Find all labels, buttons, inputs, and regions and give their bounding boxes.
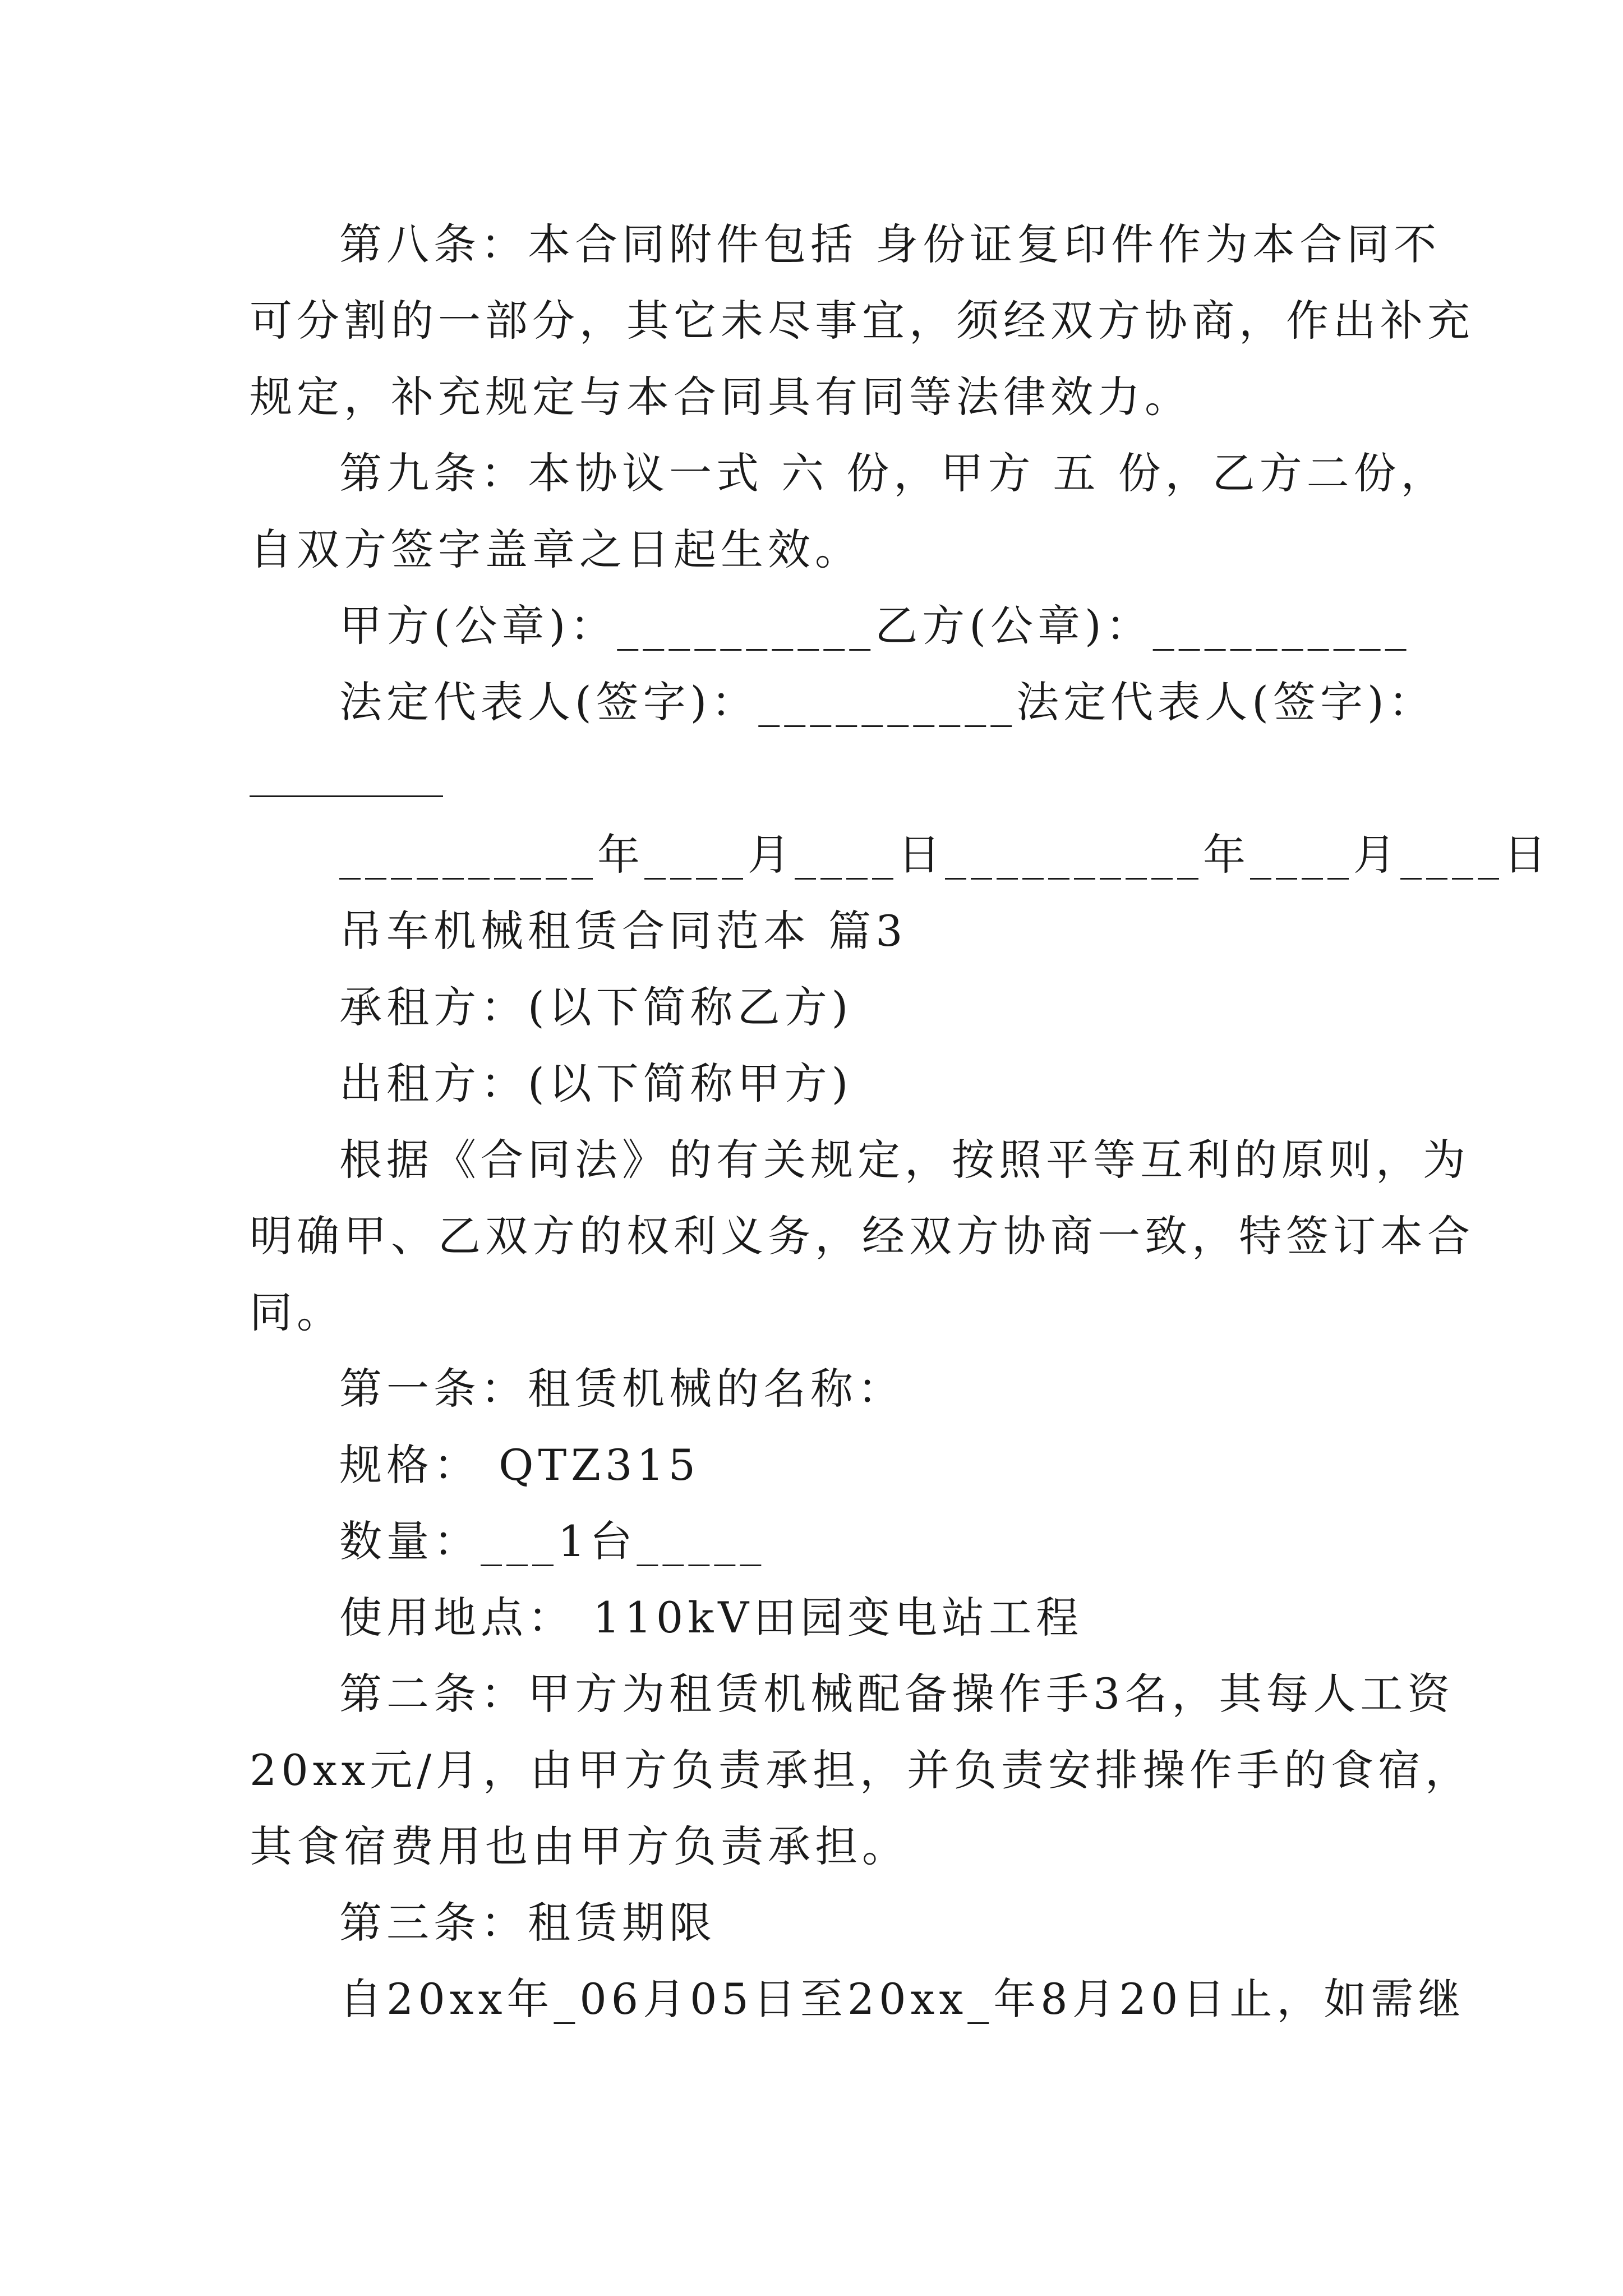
text-line-preamble-cont2: 同。	[250, 1287, 344, 1337]
text-line-article2-cont1: 20xx元/月，由甲方负责承担，并负责安排操作手的食宿，	[250, 1745, 1473, 1795]
section-title: 吊车机械租赁合同范本 篇3	[339, 906, 907, 956]
text-line-article9-cont: 自双方签字盖章之日起生效。	[250, 524, 862, 574]
blank-underline	[250, 795, 443, 797]
text-line-lessor: 出租方：(以下简称甲方)	[339, 1059, 853, 1108]
text-line-article1: 第一条：租赁机械的名称：	[339, 1364, 905, 1414]
text-line-article2: 第二条：甲方为租赁机械配备操作手3名，其每人工资	[339, 1669, 1455, 1719]
text-line-preamble: 根据《合同法》的有关规定，按照平等互利的原则，为	[339, 1135, 1470, 1185]
signature-line-representatives: 法定代表人(签字)：__________法定代表人(签字)：	[339, 677, 1436, 727]
text-line-location: 使用地点： 110kV田园变电站工程	[339, 1593, 1083, 1642]
text-line-article8-cont1: 可分割的一部分，其它未尽事宜，须经双方协商，作出补充	[250, 296, 1474, 346]
text-line-lessee: 承租方：(以下简称乙方)	[339, 982, 853, 1032]
text-line-article8: 第八条：本合同附件包括 身份证复印件作为本合同不	[339, 219, 1441, 269]
text-line-specification: 规格： QTZ315	[339, 1440, 700, 1490]
signature-line-seals: 甲方(公章)：__________乙方(公章)：__________	[339, 601, 1411, 651]
text-line-preamble-cont1: 明确甲、乙双方的权利义务，经双方协商一致，特签订本合	[250, 1211, 1474, 1261]
date-line: __________年____月____日__________年____月____日	[339, 830, 1551, 880]
text-line-article8-cont2: 规定，补充规定与本合同具有同等法律效力。	[250, 372, 1192, 422]
text-line-article3: 第三条：租赁期限	[339, 1898, 716, 1948]
text-line-quantity: 数量：___1台_____	[339, 1516, 766, 1566]
text-line-lease-period: 自20xx年_06月05日至20xx_年8月20日止，如需继	[339, 1974, 1465, 2024]
text-line-article2-cont2: 其食宿费用也由甲方负责承担。	[250, 1821, 909, 1871]
text-line-article9: 第九条：本协议一式 六 份，甲方 五 份，乙方二份，	[339, 448, 1448, 498]
